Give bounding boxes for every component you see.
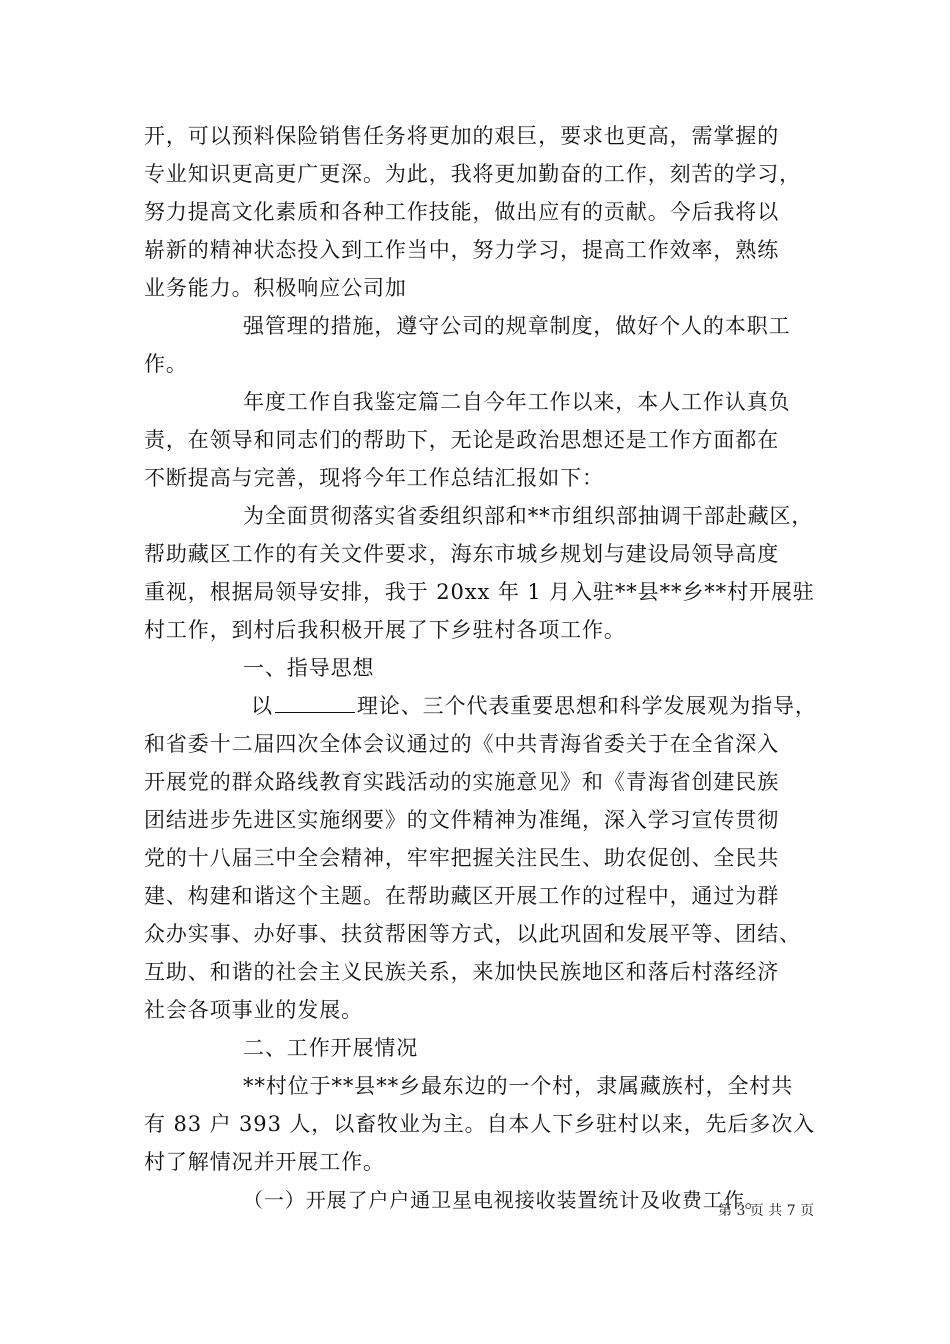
text-line: 党的十八届三中全会精神，牢牢把握关注民生、助农促创、全民共 — [144, 846, 780, 870]
text-segment: 理论、三个代表重要思想和科学发展观为指导， — [356, 694, 817, 718]
text-line: 和省委十二届四次全体会议通过的《中共青海省委关于在全省深入 — [144, 732, 780, 756]
text-line: 不断提高与完善，现将今年工作总结汇报如下： — [144, 466, 604, 490]
paragraph-start — [251, 687, 817, 725]
fill-in-blank — [275, 694, 355, 713]
text-line: 努力提高文化素质和各种工作技能，做出应有的贡献。今后我将以 — [144, 200, 780, 224]
text-line: 社会各项事业的发展。 — [144, 998, 363, 1022]
text-line: 帮助藏区工作的有关文件要求，海东市城乡规划与建设局领导高度 — [144, 542, 780, 566]
text-line: 有 83 户 393 人，以畜牧业为主。自本人下乡驻村以来，先后多次入 — [144, 1112, 816, 1136]
text-line: 专业知识更高更广更深。为此，我将更加勤奋的工作，刻苦的学习， — [144, 162, 801, 186]
text-line: 建、构建和谐这个主题。在帮助藏区开展工作的过程中，通过为群 — [144, 884, 780, 908]
text-line: 责，在领导和同志们的帮助下，无论是政治思想还是工作方面都在 — [144, 428, 780, 452]
text-line: 团结进步先进区实施纲要》的文件精神为准绳，深入学习宣传贯彻 — [144, 808, 780, 832]
paragraph-start: **村位于**县**乡最东边的一个村，隶属藏族村，全村共 — [243, 1074, 794, 1098]
section-heading: 一、指导思想 — [243, 656, 375, 680]
text-line: 开展党的群众路线教育实践活动的实施意见》和《青海省创建民族 — [144, 770, 780, 794]
text-line: 开，可以预料保险销售任务将更加的艰巨，要求也更高，需掌握的 — [144, 124, 780, 148]
text-line: 村了解情况并开展工作。 — [144, 1150, 385, 1174]
paragraph-start: 为全面贯彻落实省委组织部和**市组织部抽调干部赴藏区， — [243, 504, 814, 528]
text-line: 业务能力。积极响应公司加 — [144, 276, 407, 300]
text-line: 崭新的精神状态投入到工作当中，努力学习，提高工作效率，熟练 — [144, 238, 780, 262]
paragraph-start: 年度工作自我鉴定篇二自今年工作以来，本人工作认真负 — [243, 390, 791, 414]
subsection-heading: （一）开展了户户通卫星电视接收装置统计及收费工作。 — [243, 1188, 766, 1212]
page-number: 第 3 页 共 7 页 — [718, 1203, 815, 1219]
text-line: 村工作，到村后我积极开展了下乡驻村各项工作。 — [144, 618, 626, 642]
text-line: 作。 — [144, 352, 188, 376]
text-line: 重视，根据局领导安排，我于 20xx 年 1 月入驻**县**乡**村开展驻 — [144, 580, 815, 604]
text-line: 强管理的措施，遵守公司的规章制度，做好个人的本职工 — [243, 314, 791, 338]
text-line: 互助、和谐的社会主义民族关系，来加快民族地区和落后村落经济 — [144, 960, 780, 984]
text-line: 众办实事、办好事、扶贫帮困等方式，以此巩固和发展平等、团结、 — [144, 922, 801, 946]
text-segment: 以 — [251, 694, 273, 718]
section-heading: 二、工作开展情况 — [243, 1036, 419, 1060]
